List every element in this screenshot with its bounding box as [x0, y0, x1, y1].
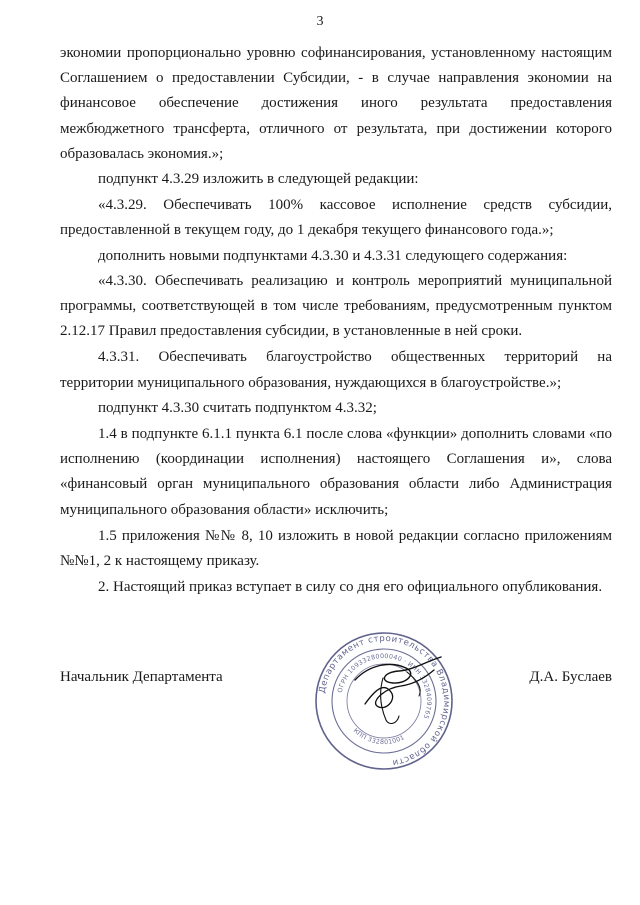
- paragraph-subpoint-4-3-29-intro: подпункт 4.3.29 изложить в следующей редакции:: [98, 171, 419, 188]
- paragraph-renumber-subpoint: подпункт 4.3.30 считать подпунктом 4.3.32;: [98, 399, 377, 416]
- page-number: 3: [316, 14, 324, 29]
- stamp-bottom-text: КПП 332801001: [351, 727, 406, 747]
- paragraph-subpoint-4-3-30-text: «4.3.30. Обеспечивать реализацию и контроль мероприятий муниципальной программы, соответствующей в том числе требованиям, предусмотренным пунктом 2.12.17 Правил предоставления субсидии, в установленные в ней сроки.: [60, 272, 612, 340]
- paragraph-point-1-4: 1.4 в подпункте 6.1.1 пункта 6.1 после слова «функции» дополнить словами «по исполнению (координации исполнения) настоящего Соглашения и», слова «финансовый орган муниципального образования области либо Администрация муниципального образования области» исключить;: [60, 426, 612, 518]
- paragraph-economy-clause: экономии пропорционально уровню софинансирования, установленному настоящим Соглашением о предоставлении Субсидии, - в случае направления экономии на финансовое обеспечение достижения иного результата предоставления межбюджетного трансферта, отличного от результата, при достижении которого образовалась экономия.»;: [60, 45, 612, 162]
- stamp-inner-text: ОГРН 1093328000040 · ИНН 3328409765: [336, 652, 433, 720]
- paragraph-subpoint-4-3-31-text: 4.3.31. Обеспечивать благоустройство общественных территорий на территории муниципального образования, нуждающихся в благоустройстве.»;: [60, 349, 612, 391]
- paragraph-add-subpoints-intro: дополнить новыми подпунктами 4.3.30 и 4.3.31 следующего содержания:: [98, 247, 568, 264]
- paragraph-subpoint-4-3-29-text: «4.3.29. Обеспечивать 100% кассовое исполнение средств субсидии, предоставленной в текущем году, до 1 декабря текущего финансового года.»;: [60, 197, 612, 239]
- document-body: [60, 41, 612, 600]
- stamp-outer-text: Департамент строительства Владимирской области: [317, 633, 452, 768]
- paragraph-point-1-5: 1.5 приложения №№ 8, 10 изложить в новой редакции согласно приложениям №№1, 2 к настоящему приказу.: [60, 527, 612, 570]
- paragraph-point-2: 2. Настоящий приказ вступает в силу со дня его официального опубликования.: [98, 579, 603, 596]
- signature-name: Д.А. Буслаев: [529, 669, 612, 685]
- signature-title: Начальник Департамента: [60, 669, 223, 685]
- official-stamp: [313, 630, 455, 772]
